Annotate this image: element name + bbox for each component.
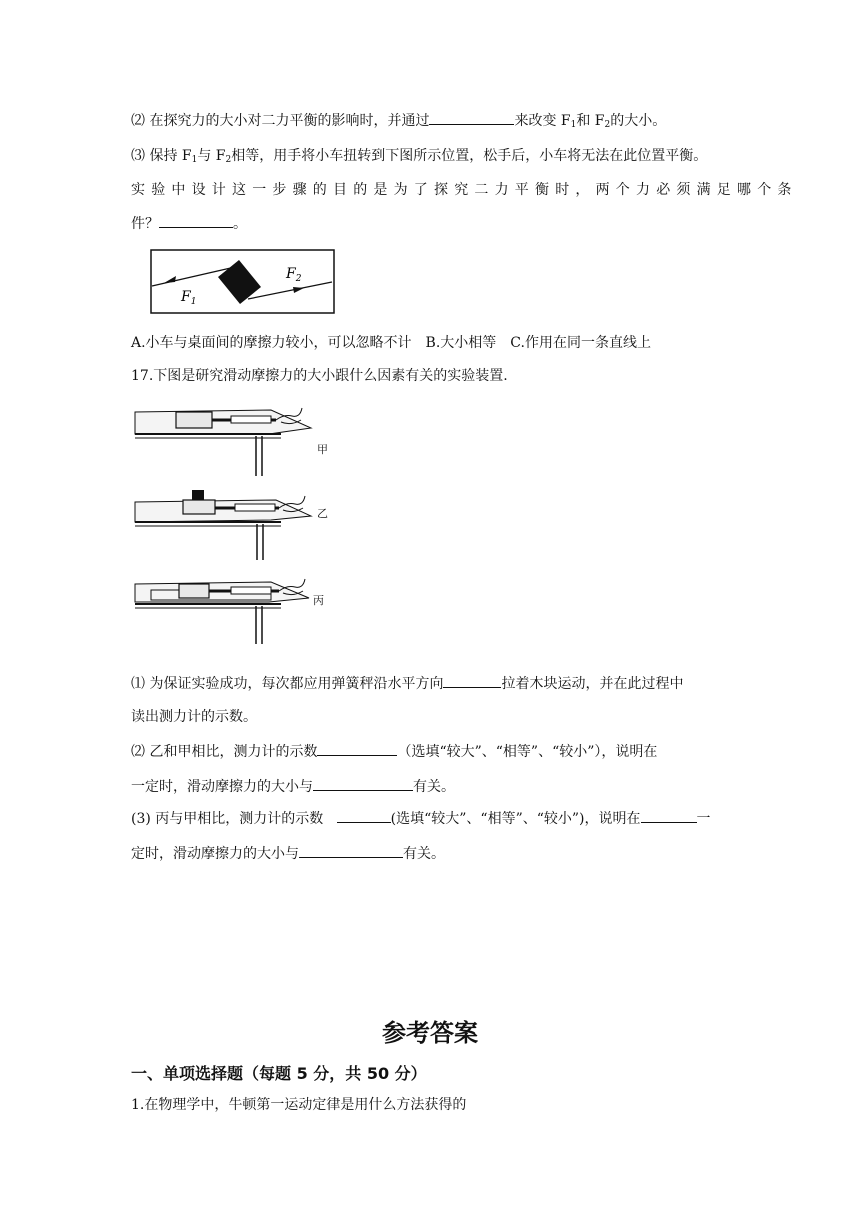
answer-blank[interactable] (429, 110, 514, 125)
answer-blank[interactable] (159, 213, 233, 228)
q17-title: 17.下图是研究滑动摩擦力的大小跟什么因素有关的实验装置. (131, 368, 508, 384)
friction-setup-yi-figure (131, 484, 321, 562)
answers-heading: 参考答案 (382, 1019, 478, 1047)
label-bing: 丙 (313, 594, 324, 607)
label-yi: 乙 (317, 507, 328, 520)
f2-label: $F_2$ (286, 266, 302, 284)
q16-part3: ⑶ 保持 $F_1$与 $F_2$相等，用手将小车扭转到下图所示位置，松手后，小车将无法在此位置平衡。 (131, 148, 708, 165)
answer-blank[interactable] (641, 808, 697, 823)
label-jia: 甲 (317, 443, 328, 456)
section-heading: 一、单项选择题（每题 5 分，共 50 分） (131, 1064, 427, 1083)
answer-blank[interactable] (337, 808, 391, 823)
q16-part2: ⑵ 在探究力的大小对二力平衡的影响时，并通过 来改变 $F_1$和 $F_2$的大小。 (131, 110, 666, 135)
answer-blank[interactable] (443, 673, 501, 688)
friction-setup-jia-figure (131, 398, 321, 480)
q17-part3-line2: 定时，滑动摩擦力的大小与 有关。 (131, 843, 445, 864)
q17-part2: ⑵ 乙和甲相比，测力计的示数 （选填“较大”、“相等”、“较小”），说明在 (131, 741, 657, 762)
answer-blank[interactable] (299, 843, 403, 858)
q17-part1-line2: 读出测力计的示数。 (131, 709, 257, 725)
answer-blank[interactable] (313, 776, 413, 791)
q16-part3-line3: 件？ 。 (131, 213, 247, 234)
friction-setup-bing-figure (131, 570, 321, 646)
twisted-cart-figure (150, 249, 336, 315)
answer-q1: 1.在物理学中，牛顿第一运动定律是用什么方法获得的 (131, 1097, 467, 1113)
q16-options: A.小车与桌面间的摩擦力较小，可以忽略不计 B.大小相等 C.作用在同一条直线上 (131, 335, 651, 351)
q17-part2-line2: 一定时，滑动摩擦力的大小与 有关。 (131, 776, 455, 797)
q17-part1: ⑴ 为保证实验成功，每次都应用弹簧秤沿水平方向 拉着木块运动，并在此过程中 (131, 673, 683, 694)
answer-blank[interactable] (317, 741, 397, 756)
q17-part3: (3) 丙与甲相比，测力计的示数 (选填“较大”、“相等”、“较小”)，说明在 一 (131, 808, 711, 829)
q16-part3-line2: 实验中设计这一步骤的目的是为了探究二力平衡时，两个力必须满足哪个条 (131, 182, 798, 198)
f1-label: $F_1$ (181, 289, 197, 307)
